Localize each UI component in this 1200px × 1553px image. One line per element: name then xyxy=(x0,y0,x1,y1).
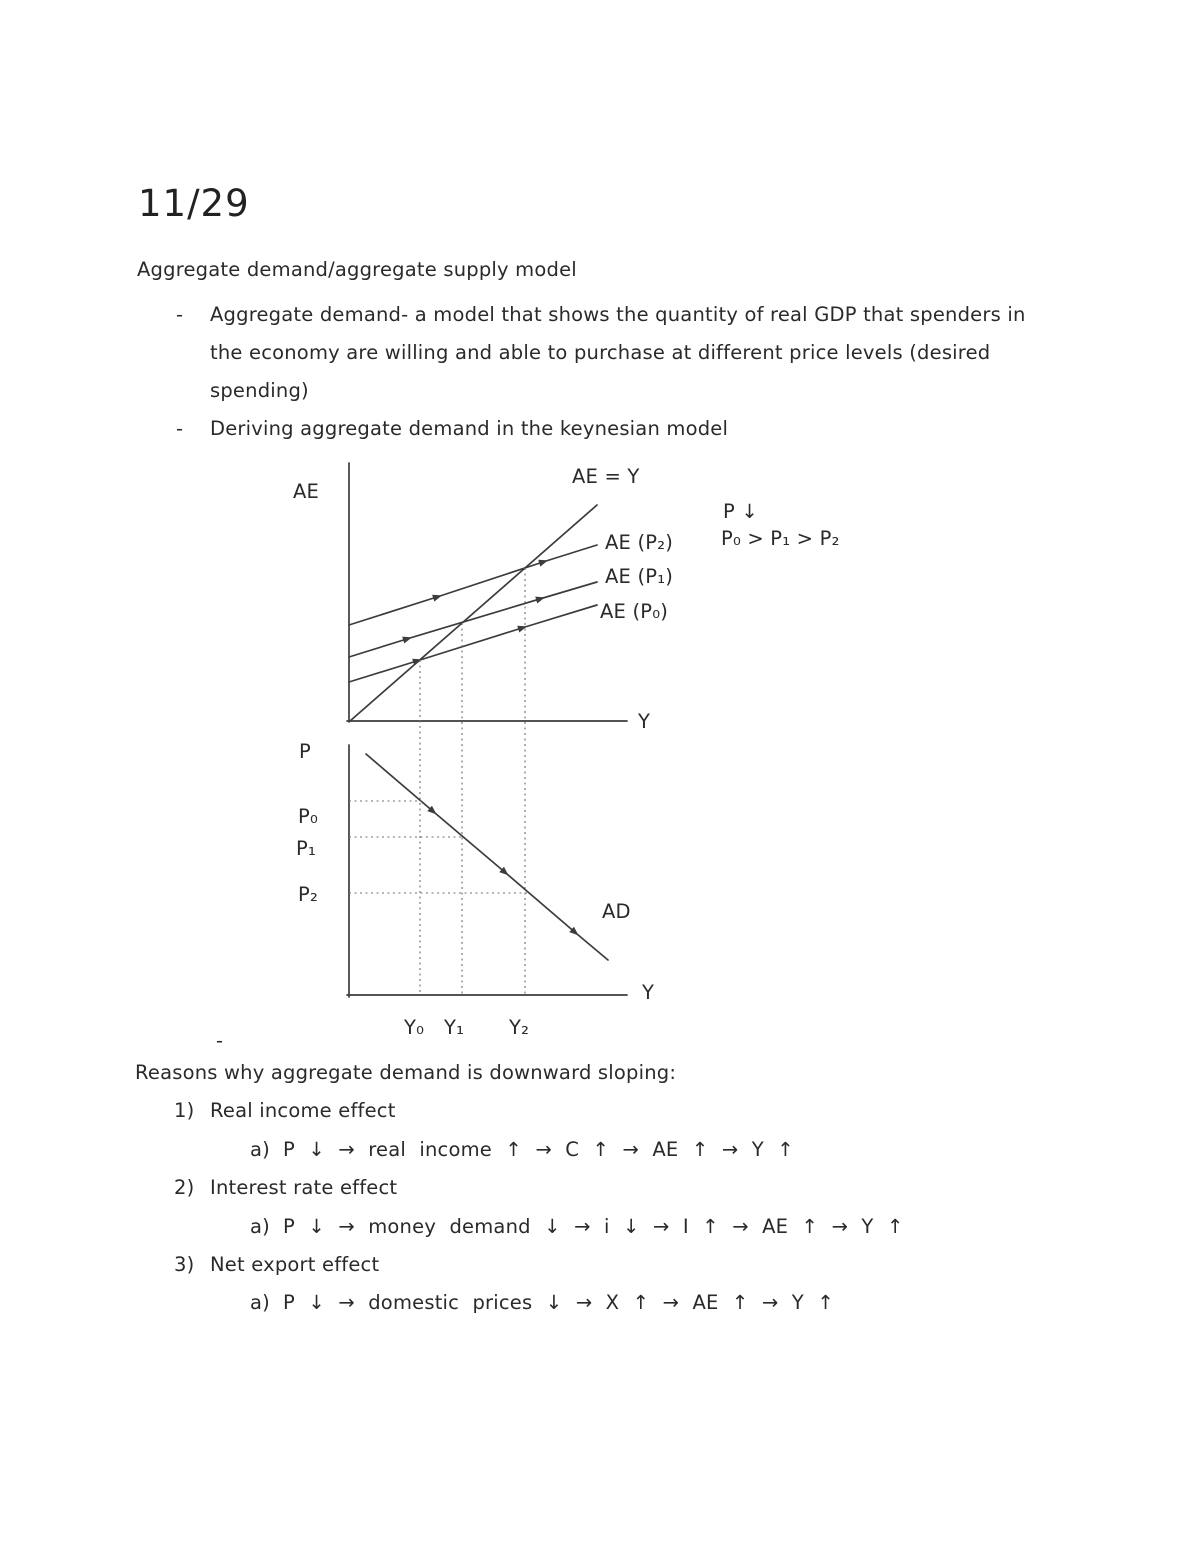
bullet-text-line: the economy are willing and able to purchase at different price levels (desired xyxy=(210,341,991,364)
price-note-line2: P₀ > P₁ > P₂ xyxy=(721,527,840,550)
reason-title: Real income effect xyxy=(210,1099,396,1122)
reason-title: Interest rate effect xyxy=(210,1176,398,1199)
top-x-axis-label: Y xyxy=(638,710,651,733)
bullet-text-line: Deriving aggregate demand in the keynesian model xyxy=(210,417,729,440)
intro-heading: Aggregate demand/aggregate supply model xyxy=(137,258,577,281)
p2-tick-label: P₂ xyxy=(298,883,318,906)
bullet-text-line: Aggregate demand- a model that shows the quantity of real GDP that spenders in xyxy=(210,303,1026,326)
y1-tick-label: Y₁ xyxy=(444,1016,465,1039)
reason-subitem xyxy=(250,1134,794,1166)
price-note-line1: P ↓ xyxy=(723,500,758,523)
subitem-marker: a) xyxy=(250,1215,270,1238)
y0-tick-label: Y₀ xyxy=(404,1016,425,1039)
reason-number: 2) xyxy=(174,1176,195,1199)
bullet-text xyxy=(210,296,1026,410)
causal-chain: P ↓ → money demand ↓ → i ↓ → I ↑ → AE ↑ → Y ↑ xyxy=(283,1215,904,1238)
p1-tick-label: P₁ xyxy=(296,837,316,860)
list-item xyxy=(176,296,1026,410)
causal-chain: P ↓ → real income ↑ → C ↑ → AE ↑ → Y ↑ xyxy=(283,1138,794,1161)
bullet-text-line: spending) xyxy=(210,379,309,402)
causal-chain: P ↓ → domestic prices ↓ → X ↑ → AE ↑ → Y ↑ xyxy=(283,1291,834,1314)
ae-p1-curve xyxy=(349,582,597,657)
forty-five-line-label: AE = Y xyxy=(572,465,640,488)
date-heading: 11/29 xyxy=(138,182,250,225)
ae-p0-label: AE (P₀) xyxy=(600,600,669,623)
ae-p1-label: AE (P₁) xyxy=(605,565,674,588)
reason-item xyxy=(174,1172,397,1204)
reason-subitem xyxy=(250,1211,903,1243)
subitem-marker: a) xyxy=(250,1138,270,1161)
reason-item xyxy=(174,1249,379,1281)
bottom-y-axis-label: P xyxy=(299,740,311,763)
list-item xyxy=(176,410,728,448)
y2-tick-label: Y₂ xyxy=(509,1016,530,1039)
reason-number: 3) xyxy=(174,1253,195,1276)
reason-subitem xyxy=(250,1287,834,1319)
ae-p0-curve xyxy=(349,605,597,682)
bottom-x-axis-label: Y xyxy=(642,981,655,1004)
bullet-dash: - xyxy=(176,417,184,440)
reason-number: 1) xyxy=(174,1099,195,1122)
ad-curve-label: AD xyxy=(602,900,631,923)
p0-tick-label: P₀ xyxy=(298,805,318,828)
subitem-marker: a) xyxy=(250,1291,270,1314)
bullet-dash: - xyxy=(176,303,184,326)
ad-derivation-diagram xyxy=(260,450,980,1055)
bullet-text xyxy=(210,410,728,448)
stray-bullet-dash: - xyxy=(216,1029,224,1052)
top-y-axis-label: AE xyxy=(293,480,320,503)
ae-p2-label: AE (P₂) xyxy=(605,531,674,554)
reason-title: Net export effect xyxy=(210,1253,380,1276)
reasons-heading: Reasons why aggregate demand is downward sloping: xyxy=(135,1061,677,1084)
ad-curve xyxy=(366,754,608,960)
reason-item xyxy=(174,1095,396,1127)
